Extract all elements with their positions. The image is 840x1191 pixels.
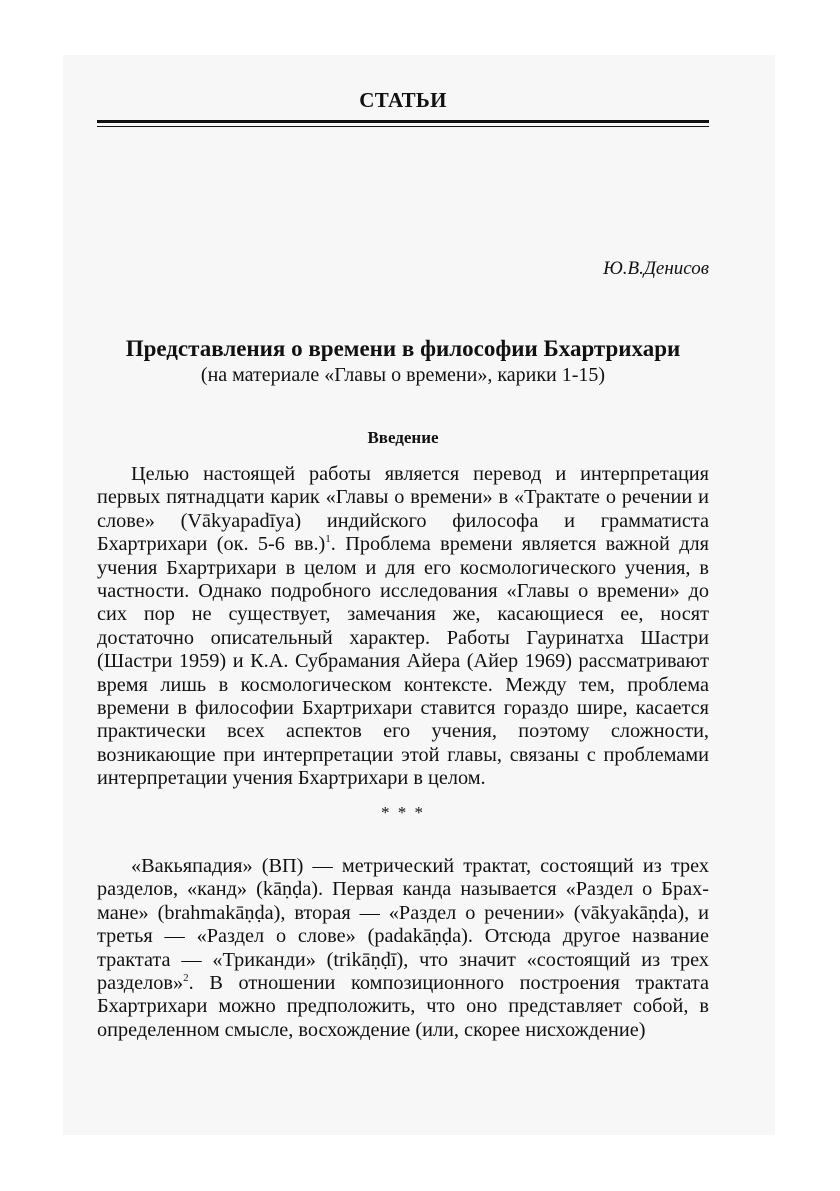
paragraph-text-part: . Проблема времени является важной для учения Бхартрихари в целом и для его космологического учения, в частности. Однако подробного исследования «Главы о времени» до сих пор не существует, замечания же, касающиеся ее, носят достаточно описательный характер. Работы Гауринатха Шастри (Шастри 1959) и К.А. Субрамания Айера (Айер 1969) рассматривают время лишь в космологическом контексте. Между тем, проблема времени в философии Бхартрихари ставится гораздо шире, касается практически всех аспектов его учения, поэтому сложности, возникающие при интерпретации этой главы, связаны с проблемами интерпретации учения Бхартрихари в целом. — [97, 533, 709, 790]
paragraph-text — [97, 463, 709, 791]
intro-heading: Введение — [367, 428, 439, 447]
paragraph-text-part: «Вакьяпадия» (ВП) — метрический трактат, состоящий из трех разделов, «канд» (kāṇḍa). Первая канда называется «Раздел о Брахмане» (brahmakāṇḍa), вторая — «Раздел о речении» (vākyakāṇḍa), и третья — «Раздел о слове» (padakāṇḍa). Отсюда другое название трактата — «Триканди» (trikāṇḍī), что значит «состоящий из трех разделов» — [97, 855, 709, 995]
header-rule-thin — [97, 126, 709, 127]
intro-paragraph — [97, 463, 709, 791]
section-separator: * * * — [381, 803, 425, 822]
header-rule-thick — [97, 120, 709, 123]
section-header: СТАТЬИ — [359, 88, 447, 112]
article-subtitle: (на материале «Главы о времени», карики 1-15) — [200, 364, 606, 386]
paragraph-text-part: . В отношении композиционного построения трактата Бхартрихари можно предположить, что оно представляет собой, в определенном смысле, восхождение (или, скорее нисхождение) — [97, 972, 709, 1041]
author-name: Ю.В.Денисов — [603, 258, 709, 279]
article-title: Представления о времени в философии Бхартрихари — [125, 336, 681, 361]
paragraph-text-part: Целью настоящей работы является перевод и интерпретация первых пятнадцати карик «Главы о времени» в «Трактате о речении и слове» (Vākyapadīya) индийского философа и грамматиста Бхартрихари (ок. 5-6 вв.) — [97, 463, 709, 556]
footnote-ref: 2 — [183, 972, 189, 985]
footnote-ref: 1 — [325, 533, 331, 546]
paragraph-text — [97, 855, 709, 1042]
body-paragraph — [97, 855, 709, 1042]
